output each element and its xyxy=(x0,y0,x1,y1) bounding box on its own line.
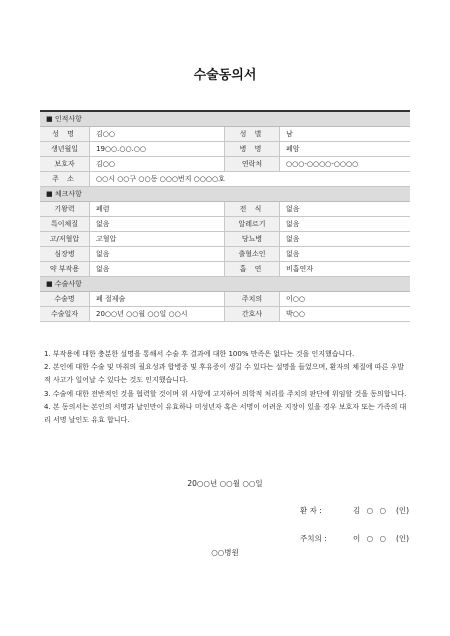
row-guardian xyxy=(40,157,410,172)
row-operation xyxy=(40,292,410,307)
doctor-sign-name: 이 ○ ○ xyxy=(353,534,389,543)
constitution-label: 특이체질 xyxy=(40,217,90,231)
name-label: 성 명 xyxy=(40,127,90,141)
pre-meal-label: 전 식 xyxy=(225,202,280,216)
row-name xyxy=(40,127,410,142)
address-label: 주 소 xyxy=(40,172,90,186)
smoking-label: 흡 연 xyxy=(225,262,280,276)
side-effect-value: 없음 xyxy=(90,262,225,276)
doctor-label: 주치의 xyxy=(225,292,280,306)
consent-form-table xyxy=(40,110,410,322)
ward-value: 폐암 xyxy=(286,145,300,153)
row-blood-pressure xyxy=(40,232,410,247)
pre-meal-value: 없음 xyxy=(286,205,300,213)
doctor-sign-seal: (인) xyxy=(396,534,410,543)
patient-sign-name: 김 ○ ○ xyxy=(353,506,389,515)
row-birth xyxy=(40,142,410,157)
birth-value: 19○○.○○.○○ xyxy=(90,142,225,156)
patient-sign-seal: (인) xyxy=(396,506,410,515)
note-3: 3. 수술에 대한 전반적인 것을 협력할 것이며 위 사항에 고지하여 의학적 처리를 주치의 판단에 위임할 것을 동의합니다. xyxy=(44,389,407,398)
patient-sign-label: 환 자 : xyxy=(300,506,322,515)
doctor-value: 이○○ xyxy=(286,295,305,303)
smoking-value: 비흡연자 xyxy=(286,265,314,273)
section-header-check: ■ 체크사항 xyxy=(40,187,410,202)
address-value: ○○시 ○○구 ○○동 ○○○번지 ○○○○호 xyxy=(96,175,225,183)
birth-label: 생년월일 xyxy=(40,142,90,156)
diabetes-label: 당뇨병 xyxy=(225,232,280,246)
name-value: 김○○ xyxy=(90,127,225,141)
diabetes-value: 없음 xyxy=(286,235,300,243)
signature-date: 20○○년 ○○월 ○○일 xyxy=(187,479,263,488)
row-side-effect xyxy=(40,262,410,277)
doctor-sign-label: 주치의 : xyxy=(300,534,327,543)
row-surgery-date xyxy=(40,307,410,322)
history-label: 기왕력 xyxy=(40,202,90,216)
surgery-date-value: 20○○년 ○○월 ○○일 ○○시 xyxy=(90,307,225,321)
operation-value: 폐 절제술 xyxy=(90,292,225,306)
surgery-date-label: 수술일자 xyxy=(40,307,90,321)
nurse-label: 간호사 xyxy=(225,307,280,321)
heart-label: 심장병 xyxy=(40,247,90,261)
blood-pressure-label: 고/저혈압 xyxy=(40,232,90,246)
allergy-label: 알레르기 xyxy=(225,217,280,231)
consent-notes xyxy=(44,348,410,427)
section-header-surgery: ■ 수술사항 xyxy=(40,277,410,292)
document-title: 수술동의서 xyxy=(193,68,257,83)
row-history xyxy=(40,202,410,217)
contact-value: ○○○-○○○○-○○○○ xyxy=(286,160,359,168)
row-heart xyxy=(40,247,410,262)
bleeding-label: 출혈소인 xyxy=(225,247,280,261)
ward-label: 병 명 xyxy=(225,142,280,156)
heart-value: 없음 xyxy=(90,247,225,261)
operation-label: 수술명 xyxy=(40,292,90,306)
patient-signature xyxy=(300,505,410,517)
bleeding-value: 없음 xyxy=(286,250,300,258)
row-constitution xyxy=(40,217,410,232)
contact-label: 연락처 xyxy=(225,157,280,171)
note-1: 1. 부작용에 대한 충분한 설명을 통해서 수술 후 결과에 대한 100% 만족은 없다는 것을 인지했습니다. xyxy=(44,350,355,358)
guardian-label: 보호자 xyxy=(40,157,90,171)
sex-value: 남 xyxy=(286,130,293,138)
side-effect-label: 약 부작용 xyxy=(40,262,90,276)
constitution-value: 없음 xyxy=(90,217,225,231)
hospital-name: ○○병원 xyxy=(211,548,239,557)
row-address xyxy=(40,172,410,187)
section-header-personal: ■ 인적사항 xyxy=(40,112,410,127)
sex-label: 성 별 xyxy=(225,127,280,141)
guardian-value: 김○○ xyxy=(90,157,225,171)
allergy-value: 없음 xyxy=(286,220,300,228)
note-2: 2. 본인에 대한 수술 및 마취의 필요성과 합병증 및 후유증이 생길 수 있다는 설명을 들었으며, 환자의 체질에 따른 우발적 사고가 일어날 수 있다는 것도 인지했습니다. xyxy=(44,363,405,385)
doctor-signature xyxy=(300,533,410,545)
history-value: 폐렴 xyxy=(90,202,225,216)
note-4: 4. 본 동의서는 본인의 서명과 날인만이 유효하나 미성년자 혹은 서명이 어려운 지장이 있을 경우 보호자 또는 가족의 대리 서명 날인도 유효 합니다. xyxy=(44,402,407,425)
blood-pressure-value: 고혈압 xyxy=(90,232,225,246)
nurse-value: 박○○ xyxy=(286,310,305,318)
